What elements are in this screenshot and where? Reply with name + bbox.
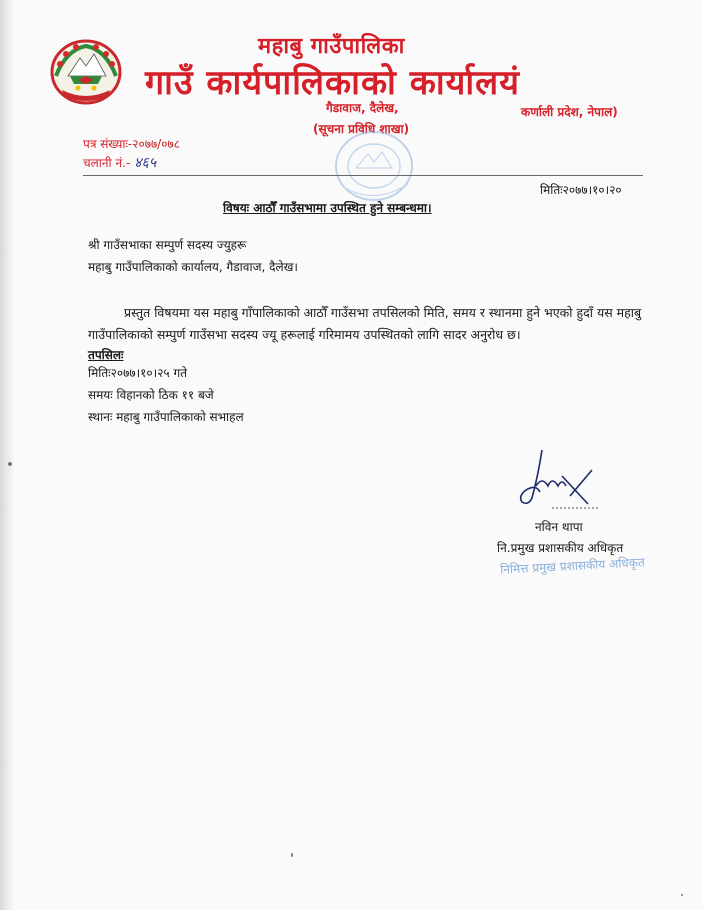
section-name: (सूचना प्रविधि शाखा) <box>313 122 410 136</box>
designation-stamp: निमित्त प्रमुख प्रशासकीय अधिकृत <box>499 555 646 577</box>
recipient-line-2: महाबु गाउँपालिकाको कार्यालय, गैडावाज, दैलेख। <box>88 260 298 274</box>
scan-speck <box>681 894 683 896</box>
office-seal-stamp <box>312 128 422 204</box>
signatory-name: नविन थापा <box>535 520 583 534</box>
details-place: स्थानः महाबु गाउँपालिकाको सभाहल <box>88 410 244 424</box>
letter-number-value: २०७७/०७८ <box>132 137 180 151</box>
scan-edge-shadow <box>0 0 14 910</box>
dispatch-number-value: ४६५ <box>134 155 157 171</box>
nepal-emblem-icon <box>48 36 124 108</box>
details-date: मितिः२०७७।१०।२५ गते <box>88 366 188 380</box>
dispatch-number <box>83 153 156 172</box>
letter-date: मितिः२०७७।१०।२० <box>540 183 622 197</box>
office-address: गैडावाज, दैलेख, <box>326 101 399 115</box>
header-divider <box>83 175 643 176</box>
letter-subject: विषयः आठौँ गाउँसभामा उपस्थित हुने सम्बन्धमा। <box>223 201 432 215</box>
details-time: समयः विहानको ठिक ११ बजे <box>88 388 214 402</box>
dispatch-number-label: चलानी नं.- <box>83 156 131 170</box>
office-province: कर्णाली प्रदेश, नेपाल) <box>521 105 618 119</box>
signatory-title: नि.प्रमुख प्रशासकीय अधिकृत <box>497 541 624 555</box>
body-paragraph: प्रस्तुत विषयमा यस महाबु गाँपालिकाको आठौँ गाउँसभा तपसिलको मिति, समय र स्थानमा हुने भएको हुदाँ यस महाबु गाउँपालिकाको सम्पुर्ण गाउँसभा सदस्य ज्यू हरूलाई गरिमामय उपस्थितको लागि सादर अनुरोध छ। <box>88 305 642 342</box>
scan-speck <box>8 462 12 466</box>
letter-number <box>83 135 180 152</box>
details-heading: तपसिलः <box>88 348 124 362</box>
scan-speck <box>291 853 293 857</box>
signature-mark <box>512 446 602 512</box>
letter-number-label: पत्र संख्याः- <box>83 137 133 151</box>
office-title: गाउँ कार्यपालिकाको कार्यालयं <box>145 63 520 103</box>
municipality-name: महाबु गाउँपालिका <box>258 34 405 59</box>
recipient-line-1: श्री गाउँसभाका सम्पुर्ण सदस्य ज्युहरू <box>88 238 247 252</box>
